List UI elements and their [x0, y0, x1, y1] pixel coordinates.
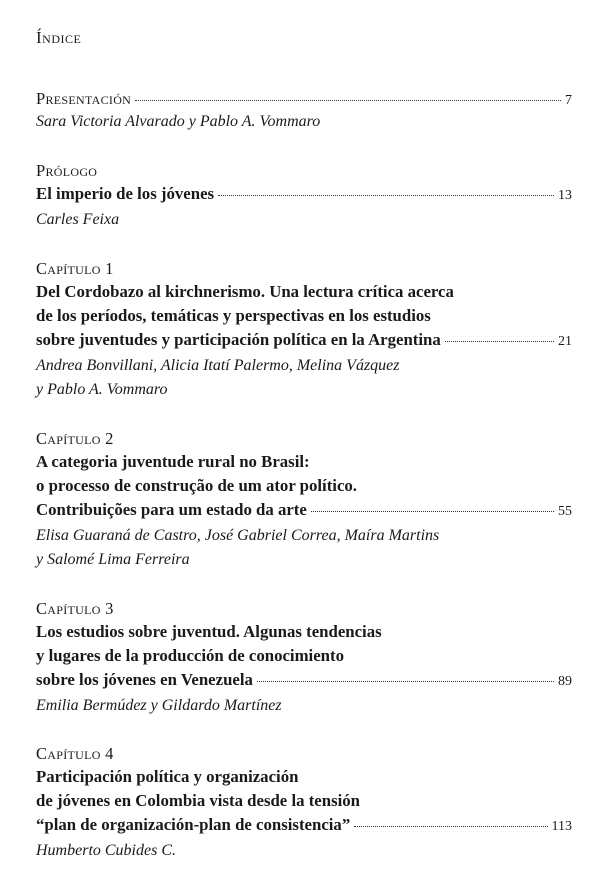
- page-title: Índice: [36, 28, 82, 47]
- page-number: 89: [558, 674, 572, 689]
- toc-entry-presentacion[interactable]: [36, 88, 572, 134]
- entry-title-line: de jóvenes en Colombia vista desde la tensión: [36, 791, 360, 810]
- entry-kicker: Capítulo 4: [36, 744, 114, 763]
- dot-leader: [135, 100, 561, 101]
- entry-author: y Pablo A. Vommaro: [36, 381, 168, 398]
- page-number: 13: [558, 188, 572, 203]
- entry-author: Sara Victoria Alvarado y Pablo A. Vommaro: [36, 113, 321, 130]
- entry-author: Emilia Bermúdez y Gildardo Martínez: [36, 697, 282, 714]
- entry-title-line: o processo de construção de um ator político.: [36, 476, 357, 495]
- entry-author: Andrea Bonvillani, Alicia Itatí Palermo, Melina Vázquez: [36, 357, 400, 374]
- entry-title-line: Del Cordobazo al kirchnerismo. Una lectura crítica acerca: [36, 282, 454, 301]
- toc-entry-capitulo-1[interactable]: [36, 258, 572, 402]
- toc-entry-capitulo-3[interactable]: [36, 598, 572, 718]
- entry-title-line: de los períodos, temáticas y perspectivas en los estudios: [36, 306, 431, 325]
- dot-leader: [311, 511, 554, 512]
- dot-leader: [218, 195, 554, 196]
- entry-author: Carles Feixa: [36, 211, 120, 228]
- entry-kicker: Presentación: [36, 89, 132, 108]
- toc-entry-prologo[interactable]: [36, 160, 572, 232]
- entry-title-line: sobre juventudes y participación política en la Argentina: [36, 330, 441, 349]
- entry-kicker: Capítulo 2: [36, 429, 114, 448]
- entry-author: Elisa Guaraná de Castro, José Gabriel Correa, Maíra Martins: [36, 527, 440, 544]
- toc-entry-capitulo-4[interactable]: [36, 743, 572, 863]
- entry-kicker: Capítulo 1: [36, 259, 114, 278]
- dot-leader: [257, 681, 554, 682]
- entry-author: y Salomé Lima Ferreira: [36, 551, 190, 568]
- entry-kicker: Prólogo: [36, 161, 98, 180]
- entry-title: El imperio de los jóvenes: [36, 184, 215, 203]
- page-number: 21: [558, 334, 572, 349]
- entry-title-line: A categoria juventude rural no Brasil:: [36, 452, 310, 471]
- page-number: 7: [565, 93, 572, 108]
- entry-title-line: y lugares de la producción de conocimiento: [36, 646, 344, 665]
- page-number: 55: [558, 504, 572, 519]
- entry-title-line: Contribuições para um estado da arte: [36, 500, 307, 519]
- toc-entry-capitulo-2[interactable]: [36, 428, 572, 572]
- page-number: 113: [551, 819, 572, 834]
- entry-title-line: Los estudios sobre juventud. Algunas tendencias: [36, 622, 382, 641]
- entry-kicker: Capítulo 3: [36, 599, 114, 618]
- entry-title-line: sobre los jóvenes en Venezuela: [36, 670, 253, 689]
- dot-leader: [354, 826, 547, 827]
- dot-leader: [445, 341, 554, 342]
- entry-title-line: Participación política y organización: [36, 767, 299, 786]
- entry-title-line: “plan de organización-plan de consistencia”: [36, 815, 351, 834]
- entry-author: Humberto Cubides C.: [36, 842, 176, 859]
